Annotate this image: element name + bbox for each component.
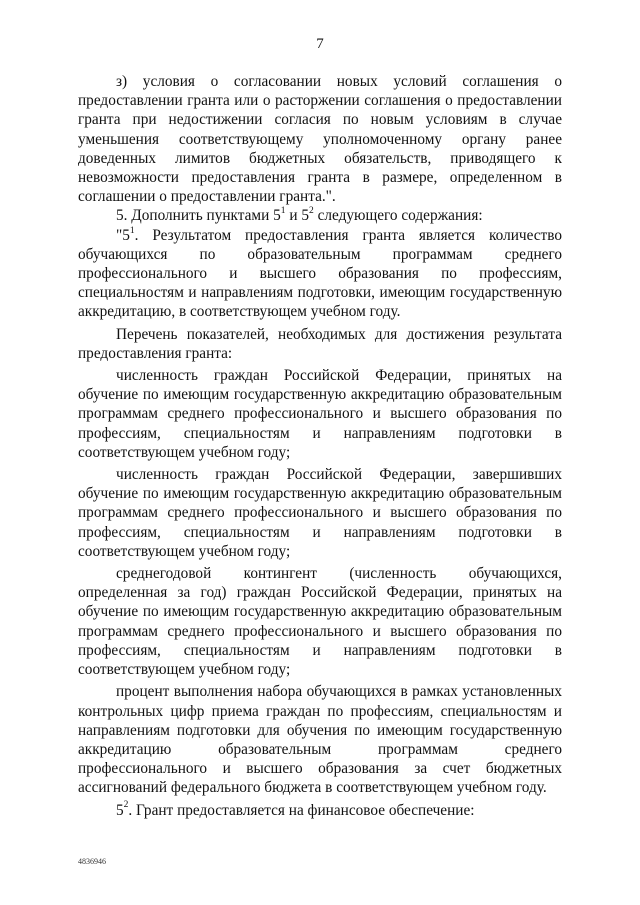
text-run: "5	[116, 226, 130, 244]
paragraph-indicator-admitted: численность граждан Российской Федерации, принятых на обучение по имеющим государственную аккредитацию образовательным программам среднего профессионального и высшего образования по профессиям, специальностям и направлениям подготовки в соответствующем учебном году;	[78, 367, 562, 461]
paragraph-indicator-enrollment-percent: процент выполнения набора обучающихся в рамках установленных контрольных цифр приема граждан по профессиям, специальностям и направлениям подготовки для обучения по имеющим государственную аккредитацию образовательным программам среднего профессионального и высшего образования за счет бюджетных ассигнований федерального бюджета в соответствующем учебном году.	[78, 683, 562, 797]
text-run: 5	[116, 801, 124, 819]
paragraph-indicators-intro: Перечень показателей, необходимых для достижения результата предоставления гранта:	[78, 325, 562, 362]
text-run: и 5	[285, 207, 309, 225]
page-number: 7	[316, 36, 324, 52]
paragraph-subitem-z: з) условия о согласовании новых условий соглашения о предоставлении гранта или о расторжении соглашения о предоставлении гранта при недостижении согласия по новым условиям в случае уменьшения соответствующему уполномоченному органу ранее доведенных лимитов бюджетных обязательств, приводящего к невозможности предоставления гранта в размере, определенном в соглашении о предоставлении гранта.".	[78, 73, 562, 206]
paragraph-indicator-graduated: численность граждан Российской Федерации, завершивших обучение по имеющим государственную аккредитацию образовательным программам среднего профессионального и высшего образования по профессиям, специальностям и направлениям подготовки в соответствующем учебном году;	[78, 466, 562, 560]
document-body	[78, 72, 562, 820]
superscript: 1	[129, 225, 135, 236]
document-code: 4836946	[78, 857, 106, 866]
text-run: . Результатом предоставления гранта является количество обучающихся по образовательным программам среднего профессионального и высшего образования по профессиям, специальностям и направлениям подготовки, имеющим государственную аккредитацию, в соответствующем учебном году.	[78, 226, 562, 321]
superscript: 1	[280, 206, 286, 217]
paragraph-amendment-5	[78, 206, 562, 225]
text-run: 5. Дополнить пунктами 5	[116, 207, 281, 225]
superscript: 2	[123, 800, 129, 811]
paragraph-clause-5-1	[78, 226, 562, 322]
superscript: 2	[309, 206, 314, 217]
paragraph-indicator-contingent: среднегодовой контингент (численность обучающихся, определенная за год) граждан Российской Федерации, принятых на обучение по имеющим государственную аккредитацию образовательным программам среднего профессионального и высшего образования по профессиям, специальностям и направлениям подготовки в соответствующем учебном году;	[78, 565, 562, 679]
paragraph-clause-5-2	[78, 801, 562, 820]
text-run: следующего содержания:	[313, 207, 483, 225]
text-run: . Грант предоставляется на финансовое обеспечение:	[128, 801, 475, 819]
